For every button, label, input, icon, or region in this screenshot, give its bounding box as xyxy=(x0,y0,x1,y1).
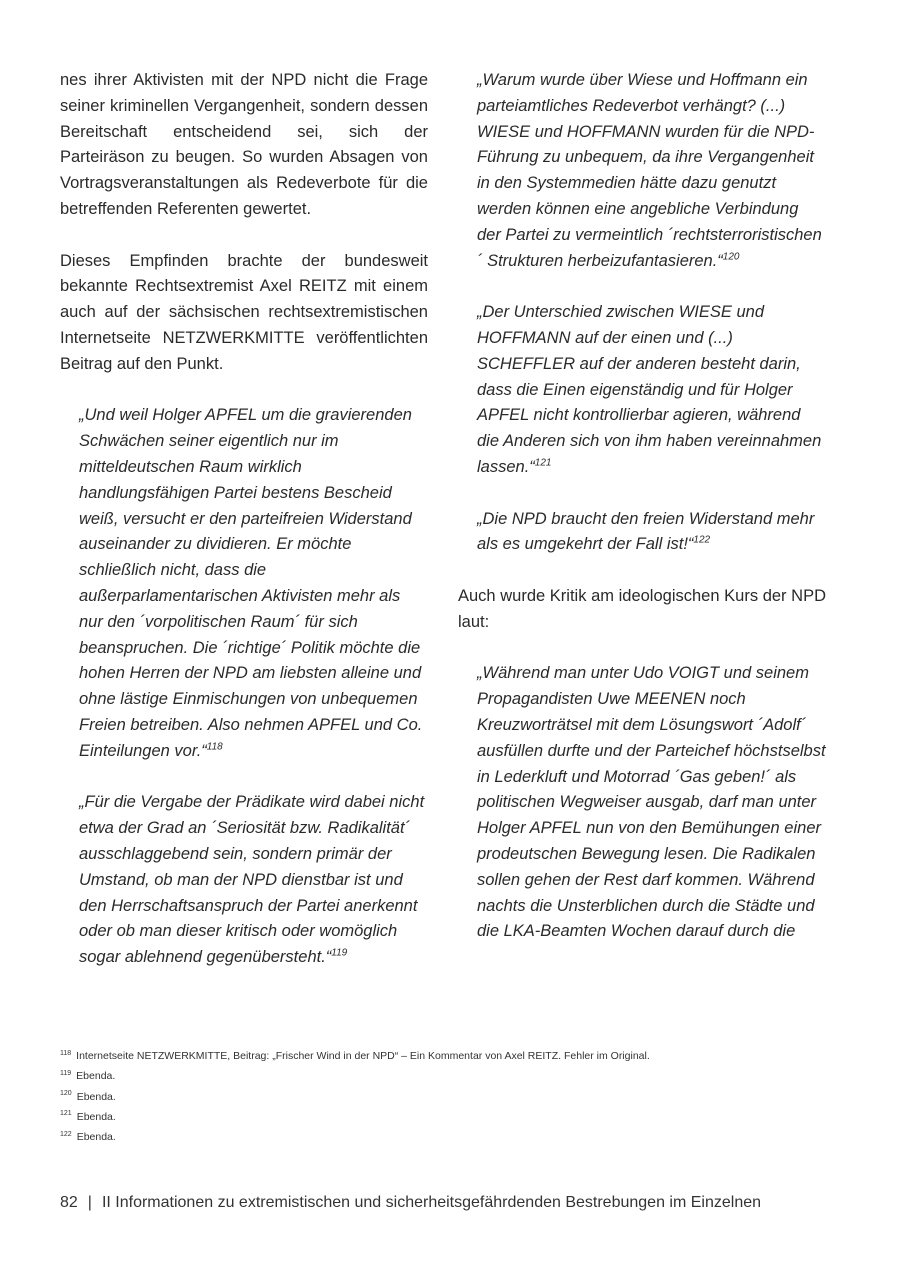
footnote-ref-120[interactable]: 120 xyxy=(722,251,740,263)
footnote-120 xyxy=(60,1087,840,1107)
left-column xyxy=(60,68,428,997)
paragraph-1: nes ihrer Aktivisten mit der NPD nicht die Frage seiner kriminellen Vergangenheit, sondern dessen Bereitschaft entscheidend sei, sich der Parteiräson zu beugen. So wurden Absagen von Vortragsveranstaltungen als Redeverbote für die betreffenden Referenten gewertet. xyxy=(60,71,428,218)
footer-separator: | xyxy=(87,1194,92,1211)
footnote-number: 122 xyxy=(60,1130,72,1138)
footnote-number: 120 xyxy=(60,1090,72,1098)
footnote-122 xyxy=(60,1127,840,1147)
footnote-ref-122[interactable]: 122 xyxy=(693,534,711,546)
quote-2 xyxy=(79,790,428,971)
footnote-text: Ebenda. xyxy=(76,1110,116,1123)
page-number: 82 xyxy=(60,1194,78,1211)
footnote-118 xyxy=(60,1046,840,1066)
quote-1 xyxy=(79,403,428,764)
footnote-ref-121[interactable]: 121 xyxy=(534,457,552,469)
quote-3-text: „Warum wurde über Wiese und Hoffmann ein parteiamtliches Redeverbot verhängt? (...) WIESE und HOFFMANN wurden für die NPD-Führung zu unbequem, da ihre Vergangenheit in den Systemmedien hätte dazu genutzt werden können eine angebliche Verbindung der Partei zu vermeintlich ´rechtsterroristischen´ Strukturen herbeizufantasieren.“ xyxy=(477,71,822,270)
quote-6: „Während man unter Udo VOIGT und seinem Propagandisten Uwe MEENEN noch Kreuzworträtsel mit dem Lösungswort ´Adolf´ ausfüllen durfte und der Parteichef höchstselbst in Lederkluft und Motorrad ´Gas geben!´ als politischen Wegweiser ausgab, darf man unter Holger APFEL nun von den Bemühungen einer prodeutschen Bewegung lesen. Die Radikalen sollen gehen der Rest darf kommen. Während nachts die Unsterblichen durch die Städte und die LKA-Beamten Wochen darauf durch die xyxy=(477,664,826,941)
quote-1-text: „Und weil Holger APFEL um die gravierenden Schwächen seiner eigentlich nur im mitteldeutschen Raum wirklich handlungsfähigen Partei bestens Bescheid weiß, versucht er den parteifreien Widerstand auseinander zu dividieren. Er möchte schließlich nicht, dass die außerparlamentarischen Aktivisten mehr als nur den ´vorpolitischen Raum´ für sich beanspruchen. Die ´richtige´ Politik möchte die hohen Herren der NPD am liebsten alleine und ohne lästige Einmischungen von unbequemen Freien betreiben. Also nehmen APFEL und Co. Einteilungen vor.“ xyxy=(79,406,423,760)
footnote-121 xyxy=(60,1107,840,1127)
footnote-number: 121 xyxy=(60,1110,72,1118)
right-column xyxy=(458,68,826,971)
page-footer xyxy=(60,1194,860,1212)
footnote-text: Ebenda. xyxy=(76,1131,116,1144)
paragraph-3: Auch wurde Kritik am ideologischen Kurs der NPD laut: xyxy=(458,586,826,631)
footnote-text: Internetseite NETZWERKMITTE, Beitrag: „Frischer Wind in der NPD“ – Ein Kommentar von Axel REITZ. Fehler im Original. xyxy=(76,1050,650,1062)
quote-3 xyxy=(477,68,826,274)
footnote-text: Ebenda. xyxy=(76,1090,116,1103)
footnote-number: 119 xyxy=(60,1069,72,1077)
chapter-title: II Informationen zu extremistischen und sicherheitsgefährdenden Bestrebungen im Einzelnen xyxy=(101,1194,762,1211)
quote-5-text: „Die NPD braucht den freien Widerstand mehr als es umgekehrt der Fall ist!“ xyxy=(477,509,815,554)
paragraph-2: Dieses Empfinden brachte der bundesweit bekannte Rechtsextremist Axel REITZ mit einem auch auf der sächsischen rechtsextremistischen Internetseite NETZWERKMITTE veröffentlichten Beitrag auf den Punkt. xyxy=(60,251,428,373)
footnote-ref-119[interactable]: 119 xyxy=(331,947,348,959)
footnote-119 xyxy=(60,1066,840,1086)
footnote-text: Ebenda. xyxy=(76,1070,116,1083)
quote-4-text: „Der Unterschied zwischen WIESE und HOFFMANN auf der einen und (...) SCHEFFLER auf der anderen besteht darin, dass die Einen eigenständig und für Holger APFEL nicht kontrollierbar agieren, während die Anderen sich von ihm haben vereinnahmen lassen.“ xyxy=(477,303,822,476)
footnote-ref-118[interactable]: 118 xyxy=(206,741,223,753)
quote-5 xyxy=(477,507,826,559)
quote-2-text: „Für die Vergabe der Prädikate wird dabei nicht etwa der Grad an ´Seriosität bzw. Radikalität´ ausschlaggebend sein, sondern primär der Umstand, ob man der NPD dienstbar ist und den Herrschaftsanspruch der Partei anerkennt oder ob man dieser kritisch oder womöglich sogar ablehnend gegenübersteht.“ xyxy=(79,793,425,967)
quote-4 xyxy=(477,300,826,481)
footnotes xyxy=(60,1046,840,1147)
footnote-number: 118 xyxy=(60,1049,72,1057)
